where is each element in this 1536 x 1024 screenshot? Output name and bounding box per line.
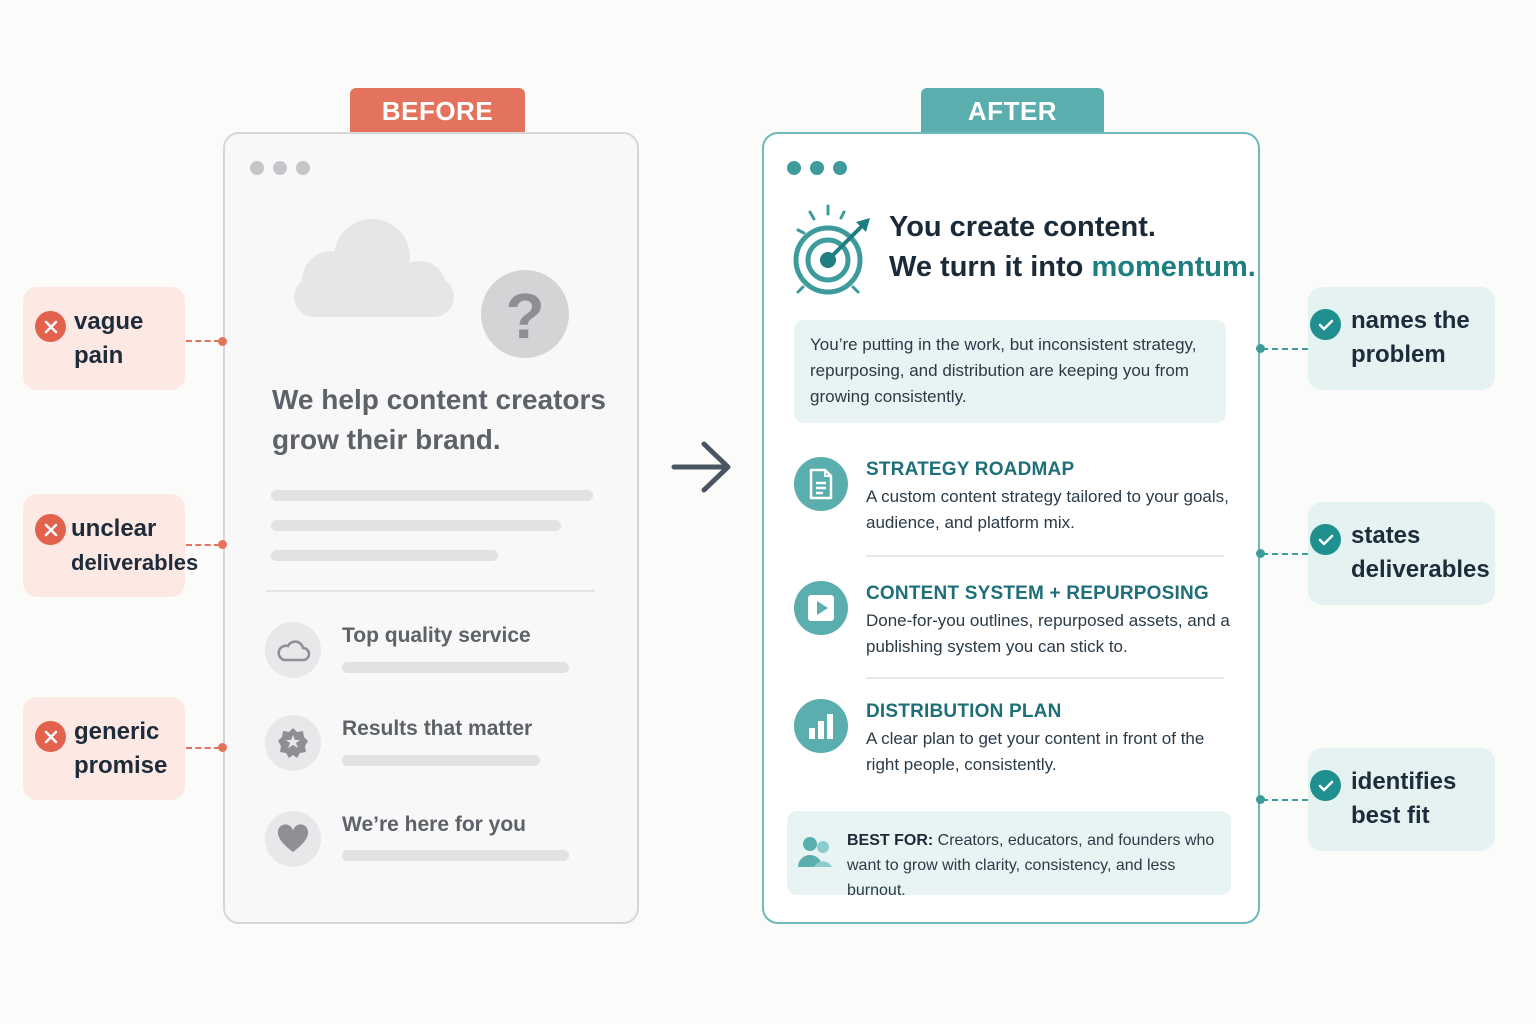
window-dot — [810, 161, 824, 175]
document-icon — [794, 457, 848, 511]
cloud-illustration-icon — [290, 215, 460, 320]
after-tab: AFTER — [921, 88, 1104, 134]
headline-highlight: momentum. — [1091, 251, 1256, 283]
after-headline: You create content. We turn it into momentum. — [889, 211, 1256, 283]
window-dot — [787, 161, 801, 175]
window-dot — [250, 161, 264, 175]
question-mark-icon — [481, 266, 571, 364]
window-dot — [833, 161, 847, 175]
play-icon — [794, 581, 848, 635]
service-description: Done-for-you outlines, repurposed assets, and a publishing system you can stick to. — [866, 611, 1230, 656]
svg-text:?: ? — [505, 280, 545, 352]
x-icon — [35, 514, 66, 545]
placeholder-text-bar — [342, 662, 569, 673]
feature-label: Results that matter — [342, 717, 533, 740]
callout-states-deliverables: states deliverables — [1308, 502, 1495, 605]
connector-line — [186, 544, 220, 546]
check-icon — [1310, 770, 1341, 801]
connector-line — [186, 340, 220, 342]
arrow-right-icon — [668, 436, 736, 498]
divider — [866, 677, 1224, 679]
best-for-box — [787, 811, 1231, 899]
callout-unclear-deliverables: unclear deliverables — [23, 494, 185, 597]
x-icon — [35, 311, 66, 342]
callout-generic-promise: generic promise — [23, 697, 185, 800]
feature-label: We’re here for you — [342, 813, 526, 836]
connector-line — [1262, 553, 1308, 555]
window-dot — [296, 161, 310, 175]
connector-line — [1262, 348, 1308, 350]
star-badge-icon — [265, 715, 321, 771]
placeholder-text-bar — [271, 550, 498, 561]
service-description: A custom content strategy tailored to your goals, audience, and platform mix. — [866, 487, 1229, 532]
x-icon — [35, 721, 66, 752]
problem-statement: You’re putting in the work, but inconsistent strategy, repurposing, and distribution are keeping you from growing consistently. — [794, 320, 1226, 423]
bar-chart-icon — [794, 699, 848, 753]
target-icon — [786, 200, 880, 304]
best-for-text: BEST FOR: Creators, educators, and founders who want to grow with clarity, consistency, and less burnout. — [847, 832, 1215, 899]
callout-names-the-problem: names the problem — [1308, 287, 1495, 390]
check-icon — [1310, 524, 1341, 555]
before-tab: BEFORE — [350, 88, 525, 134]
check-icon — [1310, 309, 1341, 340]
divider — [266, 590, 595, 592]
placeholder-text-bar — [271, 490, 593, 501]
connector-line — [1262, 799, 1308, 801]
callout-identifies-best-fit: identifies best fit — [1308, 748, 1495, 851]
connector-line — [186, 747, 220, 749]
window-dot — [273, 161, 287, 175]
heart-icon — [265, 811, 321, 867]
placeholder-text-bar — [271, 520, 561, 531]
callout-vague-pain: vague pain — [23, 287, 185, 390]
placeholder-text-bar — [342, 850, 569, 861]
connector-dot — [218, 337, 227, 346]
service-title: STRATEGY ROADMAP — [866, 459, 1075, 480]
service-title: DISTRIBUTION PLAN — [866, 701, 1062, 722]
before-headline: We help content creators grow their brand. — [272, 384, 607, 455]
service-description: A clear plan to get your content in front of the right people, consistently. — [866, 729, 1205, 774]
divider — [866, 555, 1224, 557]
connector-dot — [218, 743, 227, 752]
users-icon — [797, 833, 833, 871]
connector-dot — [218, 540, 227, 549]
service-title: CONTENT SYSTEM + REPURPOSING — [866, 583, 1209, 604]
feature-label: Top quality service — [342, 624, 531, 647]
cloud-icon — [265, 622, 321, 678]
placeholder-text-bar — [342, 755, 540, 766]
